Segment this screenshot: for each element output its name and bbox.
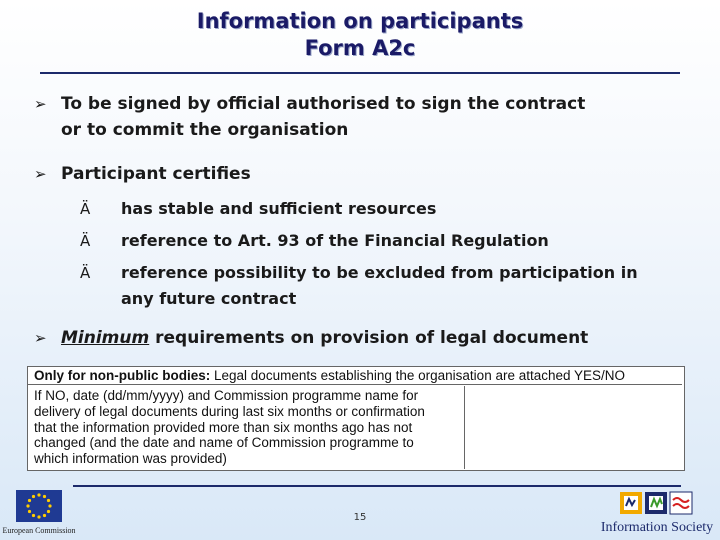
bullet-label: Participant certifies <box>61 164 251 184</box>
page-number: 15 <box>353 512 367 523</box>
check-arrow-icon: Ä <box>80 264 91 282</box>
sub-item-financial-regulation <box>80 228 549 254</box>
bullet-minimum-requirements <box>34 325 588 351</box>
sub-item-resources <box>80 196 437 222</box>
form-line: that the information provided more than six months ago has not <box>34 419 413 435</box>
bullet-text <box>34 325 588 351</box>
form-header-text: Legal documents establishing the organisation are attached YES/NO <box>214 368 626 383</box>
form-line: which information was provided) <box>34 451 227 467</box>
sub-item-text: has stable and sufficient resources <box>121 199 437 218</box>
information-society-icon <box>596 488 716 520</box>
form-excerpt <box>27 366 685 471</box>
form-line: If NO, date (dd/mm/yyyy) and Commission programme name for <box>34 388 419 403</box>
title-line-1: Information on participants <box>196 9 524 33</box>
form-header-label: Only for non-public bodies: <box>34 368 211 383</box>
check-arrow-icon: Ä <box>80 232 91 250</box>
form-line: changed (and the date and name of Commission programme to <box>34 435 414 451</box>
slide-title <box>0 8 720 62</box>
footer-divider <box>73 485 681 487</box>
title-divider <box>40 72 680 74</box>
information-society-caption: Information Society <box>600 520 714 535</box>
sub-item-text-line-1: reference possibility to be excluded from participation in <box>121 263 638 282</box>
check-arrow-icon: Ä <box>80 200 91 218</box>
form-line: delivery of legal documents during last six months or confirmation <box>34 403 425 419</box>
emphasis-word: Minimum <box>61 328 150 348</box>
bullet-participant-certifies <box>34 161 251 187</box>
sub-item-text-line-2: any future contract <box>121 289 297 308</box>
european-commission-caption: European Commission <box>2 526 76 535</box>
sub-item-exclusion <box>80 260 638 312</box>
title-line-2: Form A2c <box>304 36 416 60</box>
bullet-line-1: To be signed by official authorised to sign the contract <box>61 94 586 114</box>
form-header-row <box>28 367 682 385</box>
arrowhead-bullet-icon: ➢ <box>34 329 47 347</box>
bullet-line-2: or to commit the organisation <box>61 120 349 140</box>
sub-item-text: reference to Art. 93 of the Financial Regulation <box>121 231 549 250</box>
arrowhead-bullet-icon: ➢ <box>34 165 47 183</box>
form-instruction-cell <box>28 386 465 469</box>
form-answer-cell <box>466 386 682 469</box>
arrowhead-bullet-icon: ➢ <box>34 95 47 113</box>
bullet-signature <box>34 91 585 143</box>
bullet-rest: requirements on provision of legal document <box>155 328 589 348</box>
